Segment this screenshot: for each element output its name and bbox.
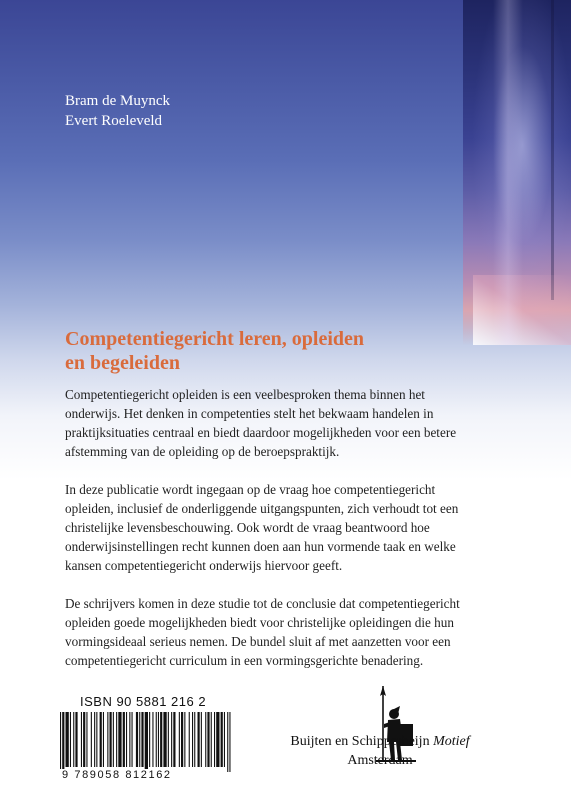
barcode-bar <box>207 712 209 767</box>
barcode-bar <box>181 712 183 767</box>
title-line: en begeleiden <box>65 352 180 374</box>
barcode-bar <box>96 712 97 767</box>
barcode-digits: 9 789058 812162 <box>62 769 172 781</box>
barcode-bar <box>214 712 215 767</box>
blurb-paragraph: In deze publicatie wordt ingegaan op de vraag hoe competentiegericht opleiden, inclusief de onderliggende uitgangspunten, zich verhoudt tot een christelijke levensbeschouwing. Ook wordt de vraag beantwoord hoe onderwijsinstellingen recht kunnen doen aan hun vormende taak en welke kansen competentiegericht onderwijs hiervoor geeft. <box>65 482 459 573</box>
barcode-bar <box>163 712 166 767</box>
barcode-bar <box>129 712 130 767</box>
barcode-bar <box>139 712 140 767</box>
barcode-bar <box>149 712 150 767</box>
blurb-paragraph: Competentiegericht opleiden is een veelbesproken thema binnen het onderwijs. Het denken in competenties stelt het bekwaam handelen in praktijksituaties centraal en biedt daardoor mogelijkheden voor een betere afstemming van de opleiding op de beroepspraktijk. <box>65 387 457 459</box>
barcode-bar <box>221 712 223 767</box>
publisher-city: Amsterdam <box>347 753 413 768</box>
blurb-paragraph: De schrijvers komen in deze studie tot de conclusie dat competentiegericht opleiden goede mogelijkheden biedt voor christelijke opleidingen die hun vormingsideaal serieus nemen. De bundel sluit af met aanzetten voor een competentiegericht curriculum in een vormingsgerichte benadering. <box>65 596 460 668</box>
barcode-bar <box>60 712 61 772</box>
barcode-bar <box>224 712 225 767</box>
author-name: Bram de Muynck <box>65 93 170 109</box>
barcode-bar <box>103 712 104 767</box>
barcode-bar <box>152 712 153 767</box>
cover-photo-strip <box>463 0 571 345</box>
book-title <box>65 327 435 375</box>
barcode-bar <box>107 712 108 767</box>
author-list <box>65 91 170 131</box>
barcode-bar <box>216 712 219 767</box>
barcode-bar <box>70 712 71 767</box>
barcode-bar <box>156 712 157 767</box>
blurb-text <box>65 385 465 689</box>
barcode-bar <box>123 712 125 767</box>
publisher-name: Buijten en Schipperheijn <box>290 734 430 749</box>
barcode-bar <box>81 712 82 767</box>
barcode-bar <box>192 712 193 767</box>
barcode-bar <box>66 712 69 767</box>
barcode-bar <box>113 712 114 767</box>
publisher-name-line <box>255 732 505 751</box>
barcode-bar <box>205 712 206 767</box>
publisher-block <box>255 732 505 770</box>
barcode-bar <box>145 712 148 772</box>
barcode-bar <box>75 712 77 767</box>
barcode-bar <box>173 712 175 767</box>
barcode-icon <box>58 712 234 774</box>
barcode-bar <box>136 712 138 767</box>
barcode-bar <box>179 712 180 767</box>
barcode-bar <box>158 712 159 767</box>
barcode-bar <box>91 712 92 767</box>
barcode-bar <box>171 712 172 767</box>
barcode-bar <box>100 712 102 767</box>
barcode-bar <box>211 712 212 767</box>
barcode-bar <box>194 712 195 767</box>
publisher-imprint: Motief <box>433 734 470 749</box>
barcode-bar <box>160 712 162 767</box>
author-name: Evert Roeleveld <box>65 113 163 129</box>
barcode-bar <box>62 712 64 772</box>
barcode-bar <box>132 712 133 767</box>
barcode-bar <box>227 712 228 772</box>
barcode-bar <box>184 712 185 767</box>
barcode-bar <box>73 712 74 767</box>
barcode-bar <box>116 712 117 767</box>
barcode-bar <box>110 712 112 767</box>
title-line: Competentiegericht leren, opleiden <box>65 328 365 350</box>
isbn-number: ISBN 90 5881 216 2 <box>80 694 207 709</box>
barcode-bar <box>189 712 190 767</box>
barcode-bar <box>198 712 200 767</box>
barcode-bar <box>201 712 202 767</box>
barcode-bar <box>141 712 143 767</box>
barcode-bar <box>168 712 169 767</box>
barcode-bar <box>118 712 121 767</box>
barcode-bar <box>86 712 87 767</box>
photo-window-pane <box>551 0 554 300</box>
photo-light-glow <box>473 275 571 345</box>
barcode-bar <box>83 712 85 767</box>
barcode-bar <box>229 712 230 772</box>
barcode-bar <box>126 712 127 767</box>
barcode-bar <box>94 712 95 767</box>
